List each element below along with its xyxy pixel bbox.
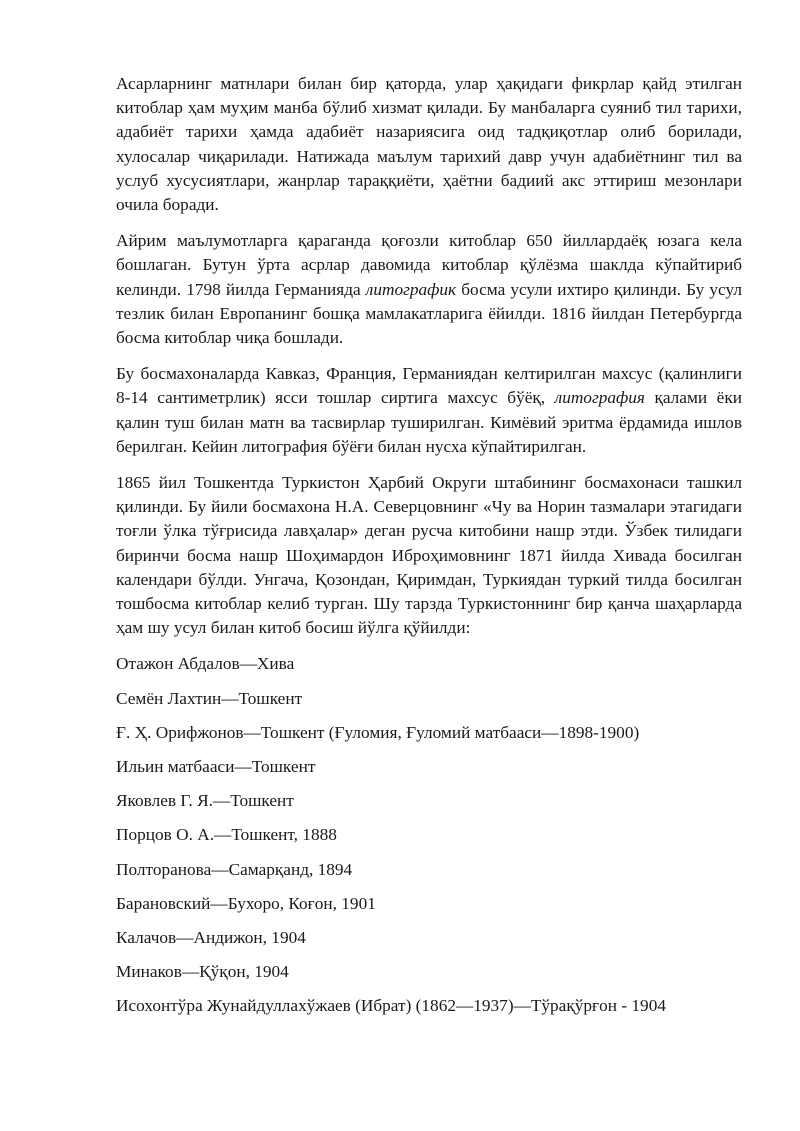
paragraph-3-text-a: Бу босмахоналарда Кавказ, Франция, Германиядан келтирилган махсус (қалинлиги 8-14 сантиметрлик) ясси тошлар сиртига махсус бўёқ, xyxy=(116,364,742,408)
list-item: Полторанова—Самарқанд, 1894 xyxy=(116,859,353,879)
list-item: Исохонтўра Жунайдуллахўжаев (Ибрат) (1862—1937)—Тўрақўрғон - 1904 xyxy=(116,996,666,1016)
document-page xyxy=(116,72,742,1029)
paragraph-1-text: Асарларнинг матнлари билан бир қаторда, улар ҳақидаги фикрлар қайд этилган китоблар ҳам муҳим манба бўлиб хизмат қилади. Бу манбаларга суяниб тил тарихи, адабиёт тарихи ҳамда адабиёт назариясига оид тадқиқотлар олиб борилади, хулосалар чиқарилади. Натижада маълум тарихий давр учун адабиётнинг тил ва услуб хусусиятлари, жанрлар тараққиёти, ҳаётни бадиий акс эттириш мезонлари очила боради. xyxy=(116,74,742,215)
list-item: Порцов О. А.—Тошкент, 1888 xyxy=(116,825,337,845)
list-item: Яковлев Г. Я.—Тошкент xyxy=(116,791,294,811)
list-item: Барановский—Бухоро, Коғон, 1901 xyxy=(116,893,376,913)
paragraph-2-italic-term: литографик xyxy=(365,279,457,299)
paragraph-2-text-b: босма усули ихтиро қилинди. Бу усул тезлик билан Европанинг бошқа мамлакатларига ёйилди. 1816 йилдан Петербургда босма китоблар чиқа бошлади. xyxy=(116,279,742,348)
paragraph-4 xyxy=(116,471,742,640)
list-item: Ильин матбааси—Тошкент xyxy=(116,757,316,777)
list-item: Отажон Абдалов—Хива xyxy=(116,654,295,674)
paragraph-3 xyxy=(116,362,742,459)
list-item: Калачов—Андижон, 1904 xyxy=(116,927,306,947)
paragraph-3-italic-term: литография xyxy=(554,388,645,408)
list-item: Ғ. Ҳ. Орифжонов—Тошкент (Ғуломия, Ғуломий матбааси—1898-1900) xyxy=(116,722,640,742)
paragraph-1 xyxy=(116,72,742,217)
printing-houses-list xyxy=(116,652,742,1018)
list-item: Семён Лахтин—Тошкент xyxy=(116,688,303,708)
paragraph-2-text-a: Айрим маълумотларга қараганда қоғозли китоблар 650 йиллардаёқ юзага кела бошлаган. Бутун ўрта асрлар давомида китоблар қўлёзма шаклда кўпайтириб келинди. 1798 йилда Германияда xyxy=(116,231,742,299)
paragraph-4-text: 1865 йил Тошкентда Туркистон Ҳарбий Округи штабининг босмахонаси ташкил қилинди. Бу йили босмахона Н.А. Северцовнинг «Чу ва Норин тазмалари этагидаги тоғли ўлка тўғрисида лавҳалар» деган русча китобини нашр этди. Ўзбек тилидаги биринчи босма нашр Шоҳимардон Иброҳимовнинг 1871 йилда Хивада босилган календари бўлди. Унгача, Қозондан, Қиримдан, Туркиядан туркий тилда босилган тошбосма китоблар келиб турган. Шу тарзда Туркистоннинг бир қанча шаҳарларда ҳам шу усул билан китоб босиш йўлга қўйилди: xyxy=(116,473,742,638)
list-item: Минаков—Қўқон, 1904 xyxy=(116,962,289,982)
paragraph-3-text-b: қалами ёки қалин туш билан матн ва тасвирлар туширилган. Кимёвий эритма ёрдамида ишлов берилган. Кейин литография бўёғи билан нусха кўпайтирилган. xyxy=(116,388,742,456)
paragraph-2 xyxy=(116,229,742,350)
